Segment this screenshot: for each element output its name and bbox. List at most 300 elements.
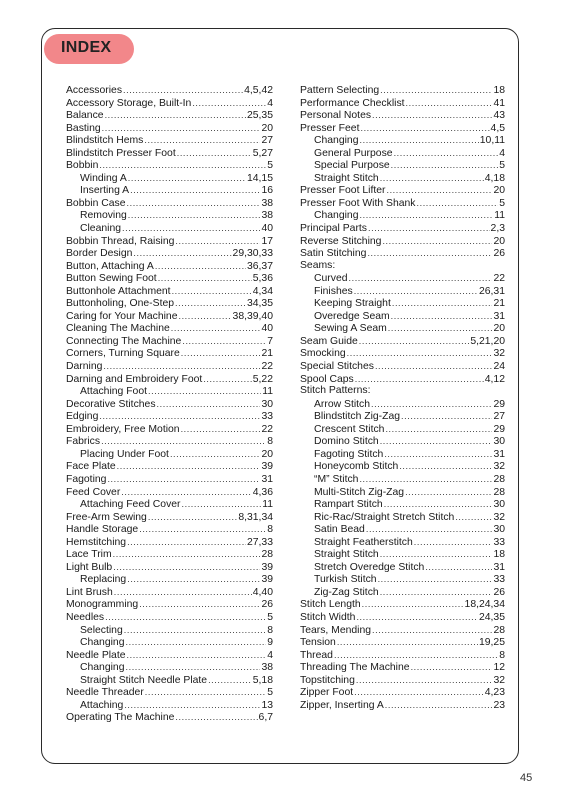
leader-dots <box>334 649 498 662</box>
leader-dots <box>114 586 252 599</box>
entry-pages: 2,3 <box>490 223 505 235</box>
leader-dots <box>101 435 266 448</box>
index-entry <box>66 398 273 411</box>
entry-pages: 38 <box>261 662 273 674</box>
index-subentry <box>300 523 505 536</box>
entry-pages: 17 <box>261 235 273 247</box>
entry-pages: 4,12 <box>484 373 505 385</box>
entry-label: Accessories <box>66 85 123 96</box>
index-subentry <box>66 209 273 222</box>
entry-pages: 28 <box>261 549 273 561</box>
leader-dots <box>366 523 493 536</box>
leader-dots <box>203 373 251 386</box>
leader-dots <box>158 272 252 285</box>
entry-pages: 24 <box>493 361 505 373</box>
entry-label: Hemstitching <box>66 536 127 548</box>
entry-label: Stretch Overedge Stitch <box>314 561 425 573</box>
leader-dots <box>105 109 246 122</box>
entry-pages: 5,21,20 <box>470 335 505 347</box>
leader-dots <box>192 97 266 110</box>
index-entry <box>300 347 505 360</box>
entry-pages: 5,18 <box>252 674 273 686</box>
entry-pages: 20 <box>493 235 505 247</box>
index-subentry <box>300 561 505 574</box>
entry-label: Changing <box>80 662 125 674</box>
index-entry <box>66 247 273 260</box>
index-entry <box>300 197 505 210</box>
leader-dots <box>386 184 492 197</box>
entry-label: Needles <box>66 611 105 623</box>
entry-pages: 32 <box>493 674 505 686</box>
entry-pages: 43 <box>493 110 505 122</box>
entry-pages: 7 <box>267 335 273 347</box>
leader-dots <box>139 598 260 611</box>
entry-label: Balance <box>66 110 104 122</box>
index-entry <box>300 674 505 687</box>
index-entry <box>66 473 273 486</box>
entry-label: Multi-Stitch Zig-Zag <box>314 486 405 498</box>
leader-dots <box>170 448 260 461</box>
index-entry <box>300 184 505 197</box>
entry-pages: 29,30,33 <box>232 248 273 260</box>
index-subentry <box>66 172 273 185</box>
entry-pages: 27 <box>493 411 505 423</box>
leader-dots <box>128 209 261 222</box>
index-entry <box>300 109 505 122</box>
leader-dots <box>425 561 492 574</box>
page-title: INDEX <box>61 39 112 56</box>
entry-pages: 19,25 <box>478 637 505 649</box>
entry-pages: 32 <box>493 511 505 523</box>
entry-pages: 26 <box>261 599 273 611</box>
entry-pages: 11 <box>262 386 273 398</box>
entry-pages: 8 <box>499 649 505 661</box>
index-subentry <box>300 586 505 599</box>
leader-dots <box>145 686 266 699</box>
leader-dots <box>127 649 267 662</box>
leader-dots <box>356 674 493 687</box>
index-subentry <box>300 460 505 473</box>
entry-pages: 11 <box>494 210 505 222</box>
leader-dots <box>380 84 492 97</box>
leader-dots <box>382 235 492 248</box>
entry-pages: 24,35 <box>478 611 505 623</box>
entry-pages: 4,34 <box>252 285 273 297</box>
entry-pages: 31 <box>493 448 505 460</box>
entry-label: Bobbin <box>66 160 99 172</box>
entry-pages: 30 <box>493 524 505 536</box>
entry-pages: 20 <box>261 448 273 460</box>
leader-dots <box>405 486 492 499</box>
leader-dots <box>130 184 260 197</box>
leader-dots <box>391 310 493 323</box>
entry-pages: 34,35 <box>246 298 273 310</box>
entry-pages: 14,15 <box>246 172 273 184</box>
leader-dots <box>380 172 484 185</box>
leader-dots <box>385 423 492 436</box>
index-subentry <box>300 448 505 461</box>
entry-label: Arrow Stitch <box>314 398 371 410</box>
entry-label: Curved <box>314 273 348 285</box>
index-subentry <box>300 473 505 486</box>
index-subentry <box>66 661 273 674</box>
entry-pages: 33 <box>493 536 505 548</box>
entry-label: Attaching Foot <box>80 386 148 398</box>
index-entry <box>66 686 273 699</box>
entry-pages: 33 <box>261 411 273 423</box>
entry-label: Stitch Length <box>300 599 361 611</box>
index-entry <box>66 649 273 662</box>
entry-pages: 18,24,34 <box>464 599 505 611</box>
entry-pages: 26,31 <box>478 285 505 297</box>
entry-pages: 39 <box>261 574 273 586</box>
leader-dots <box>144 134 260 147</box>
leader-dots <box>128 172 246 185</box>
entry-pages: 4 <box>267 649 273 661</box>
leader-dots <box>349 272 493 285</box>
index-entry <box>300 335 505 348</box>
index-subentry <box>300 310 505 323</box>
entry-label: Straight Featherstitch <box>314 536 413 548</box>
leader-dots <box>384 448 492 461</box>
entry-label: Threading The Machine <box>300 662 410 674</box>
index-subentry <box>300 536 505 549</box>
entry-label: Presser Foot With Shank <box>300 197 416 209</box>
entry-label: Selecting <box>80 624 123 636</box>
index-entry <box>66 347 273 360</box>
entry-pages: 5 <box>267 687 273 699</box>
index-entry <box>300 598 505 611</box>
entry-label: General Purpose <box>314 147 393 159</box>
entry-pages: 4,5,42 <box>244 85 273 96</box>
entry-pages: 4,18 <box>484 172 505 184</box>
entry-label: Needle Plate <box>66 649 126 661</box>
entry-label: Button Sewing Foot <box>66 273 157 285</box>
entry-label: Zig-Zag Stitch <box>314 586 379 598</box>
index-entry <box>300 636 505 649</box>
index-subentry <box>300 134 505 147</box>
entry-label: Accessory Storage, Built-In <box>66 97 192 109</box>
leader-dots <box>177 147 252 160</box>
entry-pages: 27 <box>261 135 273 147</box>
entry-label: Smocking <box>300 348 346 360</box>
leader-dots <box>99 410 260 423</box>
entry-label: Changing <box>314 210 359 222</box>
leader-dots <box>133 247 231 260</box>
leader-dots <box>127 197 261 210</box>
entry-pages: 28 <box>493 486 505 498</box>
leader-dots <box>359 473 492 486</box>
entry-label: Thread <box>300 649 333 661</box>
entry-pages: 4,5 <box>490 122 505 134</box>
leader-dots <box>99 159 266 172</box>
leader-dots <box>148 385 261 398</box>
entry-label: Performance Checklist <box>300 97 405 109</box>
entry-label: Feed Cover <box>66 486 121 498</box>
index-column-right <box>300 84 505 711</box>
index-subentry <box>300 159 505 172</box>
index-entry <box>66 335 273 348</box>
index-subentry <box>66 624 273 637</box>
index-entry <box>66 197 273 210</box>
entry-pages: 20 <box>493 185 505 197</box>
leader-dots <box>417 197 499 210</box>
entry-label: Buttonholing, One-Step <box>66 298 175 310</box>
leader-dots <box>414 536 493 549</box>
index-entry <box>66 598 273 611</box>
index-subentry <box>66 222 273 235</box>
entry-label: Cleaning <box>80 223 122 235</box>
entry-label: Darning <box>66 361 103 373</box>
entry-pages: 16 <box>261 185 273 197</box>
entry-label: Satin Stitching <box>300 248 367 260</box>
index-subentry <box>66 573 273 586</box>
entry-label: Sewing A Seam <box>314 323 387 335</box>
index-entry <box>300 649 505 662</box>
index-column-left <box>66 84 273 724</box>
leader-dots <box>122 222 260 235</box>
entry-label: Personal Notes <box>300 110 372 122</box>
leader-dots <box>181 423 261 436</box>
entry-label: Straight Stitch Needle Plate <box>80 674 208 686</box>
entry-pages: 4,40 <box>252 586 273 598</box>
index-entry <box>66 561 273 574</box>
index-entry <box>300 97 505 110</box>
entry-pages: 8 <box>267 436 273 448</box>
index-entry <box>66 84 273 97</box>
leader-dots <box>113 548 261 561</box>
entry-pages: 8 <box>267 624 273 636</box>
entry-label: Blindstitch Presser Foot <box>66 147 176 159</box>
entry-label: Bobbin Case <box>66 197 126 209</box>
leader-dots <box>406 97 493 110</box>
entry-label: Monogramming <box>66 599 139 611</box>
entry-pages: 4 <box>267 97 273 109</box>
entry-label: Presser Feet <box>300 122 360 134</box>
index-subentry <box>300 486 505 499</box>
leader-dots <box>117 460 261 473</box>
index-subentry <box>300 297 505 310</box>
index-subentry <box>66 385 273 398</box>
entry-label: Satin Bead <box>314 524 365 536</box>
entry-label: Seam Guide <box>300 335 358 347</box>
entry-pages: 31 <box>493 561 505 573</box>
entry-label: Attaching <box>80 699 124 711</box>
index-entry <box>66 260 273 273</box>
entry-label: Handle Storage <box>66 524 139 536</box>
index-entry <box>300 122 505 135</box>
index-entry <box>66 435 273 448</box>
index-subentry <box>66 498 273 511</box>
entry-label: Straight Stitch <box>314 549 379 561</box>
entry-label: Needle Threader <box>66 687 144 699</box>
index-subentry <box>300 423 505 436</box>
entry-pages: 36,37 <box>246 260 273 272</box>
entry-pages: 20 <box>261 122 273 134</box>
leader-dots <box>354 686 484 699</box>
entry-label: Winding A <box>80 172 127 184</box>
entry-label: Free-Arm Sewing <box>66 511 147 523</box>
index-entry <box>66 322 273 335</box>
index-entry <box>66 122 273 135</box>
index-entry <box>300 661 505 674</box>
entry-pages: 38,39,40 <box>232 310 273 322</box>
index-entry <box>66 373 273 386</box>
entry-pages: 10,11 <box>479 135 505 147</box>
entry-pages: 13 <box>261 699 273 711</box>
leader-dots <box>175 297 246 310</box>
entry-pages: 29 <box>493 398 505 410</box>
leader-dots <box>103 360 260 373</box>
entry-pages: 18 <box>493 549 505 561</box>
entry-label: Button, Attaching A <box>66 260 154 272</box>
leader-dots <box>380 435 493 448</box>
leader-dots <box>380 586 493 599</box>
entry-label: Rampart Stitch <box>314 499 383 511</box>
leader-dots <box>360 122 489 135</box>
leader-dots <box>359 335 470 348</box>
entry-pages: 5 <box>267 160 273 172</box>
entry-label: Presser Foot Lifter <box>300 185 386 197</box>
leader-dots <box>157 398 261 411</box>
leader-dots <box>172 285 252 298</box>
entry-pages: 12 <box>493 662 505 674</box>
entry-label: Inserting A <box>80 185 130 197</box>
entry-label: Fabrics <box>66 436 101 448</box>
entry-pages: 32 <box>493 348 505 360</box>
index-entry <box>66 360 273 373</box>
leader-dots <box>375 360 493 373</box>
entry-pages: 38 <box>261 210 273 222</box>
index-entry <box>66 548 273 561</box>
leader-dots <box>368 222 490 235</box>
index-entry <box>66 460 273 473</box>
entry-label: Fagoting Stitch <box>314 448 384 460</box>
leader-dots <box>102 122 261 135</box>
index-entry <box>66 159 273 172</box>
leader-dots <box>175 235 260 248</box>
page-number: 45 <box>520 772 533 784</box>
index-entry <box>66 586 273 599</box>
index-subentry <box>66 636 273 649</box>
leader-dots <box>391 159 499 172</box>
index-entry <box>66 310 273 323</box>
leader-dots <box>388 322 493 335</box>
entry-pages: 21 <box>261 348 273 360</box>
entry-pages: 31 <box>493 310 505 322</box>
entry-pages: 39 <box>261 561 273 573</box>
leader-dots <box>455 511 492 524</box>
index-entry <box>66 147 273 160</box>
entry-pages: 30 <box>493 436 505 448</box>
index-entry <box>66 235 273 248</box>
entry-pages: 31 <box>261 473 273 485</box>
leader-dots <box>113 561 260 574</box>
entry-label: Keeping Straight <box>314 298 391 310</box>
index-subentry <box>300 209 505 222</box>
entry-pages: 18 <box>493 85 505 96</box>
entry-pages: 22 <box>261 423 273 435</box>
leader-dots <box>178 310 231 323</box>
entry-label: Fagoting <box>66 473 107 485</box>
entry-pages: 4,36 <box>252 486 273 498</box>
entry-pages: 38 <box>261 197 273 209</box>
leader-dots <box>337 636 478 649</box>
leader-dots <box>360 134 479 147</box>
entry-label: Overedge Seam <box>314 310 390 322</box>
leader-dots <box>107 473 260 486</box>
leader-dots <box>380 548 493 561</box>
entry-pages: 25,35 <box>246 110 273 122</box>
index-subentry <box>66 674 273 687</box>
entry-label: Connecting The Machine <box>66 335 182 347</box>
index-subentry <box>300 398 505 411</box>
index-entry <box>66 410 273 423</box>
entry-label: Bobbin Thread, Raising <box>66 235 175 247</box>
entry-pages: 41 <box>493 97 505 109</box>
entry-label: Light Bulb <box>66 561 113 573</box>
leader-dots <box>182 498 262 511</box>
entry-pages: 5,22 <box>252 373 273 385</box>
leader-dots <box>372 109 492 122</box>
entry-label: Topstitching <box>300 674 355 686</box>
entry-label: Zipper, Inserting A <box>300 699 384 711</box>
leader-dots <box>401 410 492 423</box>
entry-pages: 5 <box>267 611 273 623</box>
entry-label: Finishes <box>314 285 353 297</box>
entry-pages: 5,36 <box>252 273 273 285</box>
leader-dots <box>208 674 252 687</box>
leader-dots <box>126 661 261 674</box>
index-subentry <box>66 184 273 197</box>
entry-label: Face Plate <box>66 461 116 473</box>
leader-dots <box>367 247 492 260</box>
leader-dots <box>121 486 251 499</box>
leader-dots <box>124 699 260 712</box>
entry-pages: 26 <box>493 248 505 260</box>
index-entry <box>300 385 505 398</box>
entry-label: Special Stitches <box>300 361 374 373</box>
leader-dots <box>385 699 493 712</box>
entry-pages: 28 <box>493 624 505 636</box>
leader-dots <box>384 498 493 511</box>
index-subentry <box>66 699 273 712</box>
index-entry <box>300 686 505 699</box>
leader-dots <box>362 598 464 611</box>
leader-dots <box>126 636 267 649</box>
entry-pages: 30 <box>261 398 273 410</box>
entry-label: Tears, Mending <box>300 624 372 636</box>
leader-dots <box>175 711 257 724</box>
leader-dots <box>155 260 246 273</box>
leader-dots <box>124 624 266 637</box>
index-subentry <box>300 285 505 298</box>
entry-label: Caring for Your Machine <box>66 310 178 322</box>
index-entry <box>300 624 505 637</box>
index-subentry <box>300 410 505 423</box>
index-subentry <box>300 548 505 561</box>
entry-label: Stitch Width <box>300 611 356 623</box>
leader-dots <box>139 523 266 536</box>
index-subentry <box>300 272 505 285</box>
entry-label: Edging <box>66 411 99 423</box>
entry-label: Pattern Selecting <box>300 85 380 96</box>
entry-label: Border Design <box>66 248 133 260</box>
entry-label: Reverse Stitching <box>300 235 382 247</box>
leader-dots <box>148 511 237 524</box>
entry-pages: 26 <box>493 586 505 598</box>
entry-label: Attaching Feed Cover <box>80 499 181 511</box>
